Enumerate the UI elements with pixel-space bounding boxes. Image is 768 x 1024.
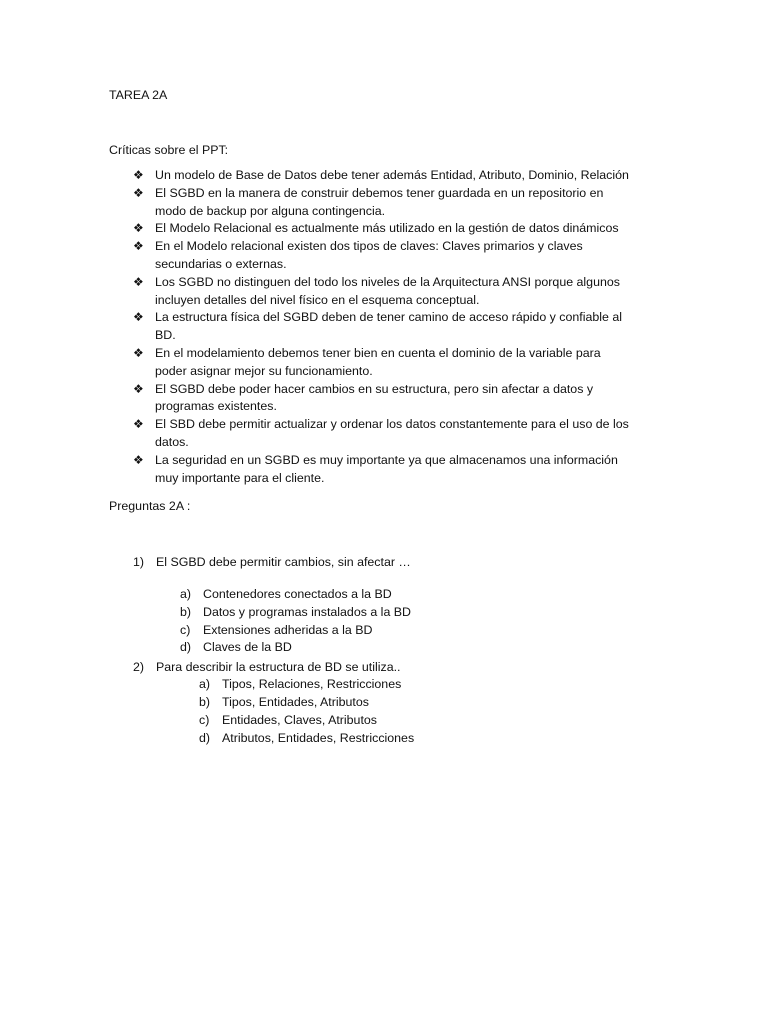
diamond-bullet-icon: ❖ bbox=[133, 417, 144, 432]
list-item bbox=[133, 238, 673, 274]
list-item-text: En el modelamiento debemos tener bien en cuenta el dominio de la variable para bbox=[155, 345, 601, 360]
question-text: Para describir la estructura de BD se utiliza.. bbox=[156, 660, 401, 674]
diamond-bullet-icon: ❖ bbox=[133, 168, 144, 182]
diamond-bullet-icon: ❖ bbox=[133, 239, 144, 254]
list-item-text: La estructura física del SGBD deben de tener camino de acceso rápido y confiable al bbox=[155, 310, 622, 325]
option-letter: b) bbox=[180, 605, 192, 619]
option-letter: c) bbox=[199, 713, 210, 727]
list-item bbox=[133, 416, 673, 452]
preguntas-heading: Preguntas 2A : bbox=[109, 499, 191, 513]
document-title: TAREA 2A bbox=[109, 88, 168, 102]
diamond-bullet-icon: ❖ bbox=[133, 452, 144, 467]
option-letter: b) bbox=[199, 695, 211, 709]
option-text: Extensiones adheridas a la BD bbox=[203, 623, 373, 637]
option-text: Claves de la BD bbox=[203, 640, 292, 654]
list-item-text: Un modelo de Base de Datos debe tener además Entidad, Atributo, Dominio, Relación bbox=[155, 168, 629, 182]
list-item-text: poder asignar mejor su funcionamiento. bbox=[155, 363, 373, 378]
criticas-list bbox=[133, 167, 673, 487]
list-item-text: programas existentes. bbox=[155, 399, 277, 414]
list-item-text: La seguridad en un SGBD es muy importante ya que almacenamos una información bbox=[155, 452, 618, 467]
list-item-text: BD. bbox=[155, 328, 176, 343]
option-text: Atributos, Entidades, Restricciones bbox=[222, 731, 415, 745]
list-item-text: muy importante para el cliente. bbox=[155, 470, 325, 485]
diamond-bullet-icon: ❖ bbox=[133, 185, 144, 200]
diamond-bullet-icon: ❖ bbox=[133, 381, 144, 396]
criticas-heading: Críticas sobre el PPT: bbox=[109, 143, 229, 157]
list-item bbox=[133, 452, 673, 488]
list-item bbox=[133, 274, 673, 310]
list-item bbox=[133, 345, 673, 381]
list-item-text: El Modelo Relacional es actualmente más utilizado en la gestión de datos dinámicos bbox=[155, 221, 619, 236]
option-text: Tipos, Entidades, Atributos bbox=[222, 695, 369, 709]
option-text: Datos y programas instalados a la BD bbox=[203, 605, 411, 619]
list-item-text: El SGBD en la manera de construir debemos tener guardada en un repositorio en bbox=[155, 185, 604, 200]
list-item-text: El SGBD debe poder hacer cambios en su estructura, pero sin afectar a datos y bbox=[155, 381, 594, 396]
option-letter: d) bbox=[199, 731, 211, 745]
list-item-text: El SBD debe permitir actualizar y ordenar los datos constantemente para el uso de los bbox=[155, 417, 629, 432]
list-item bbox=[133, 167, 673, 185]
list-item-text: Los SGBD no distinguen del todo los niveles de la Arquitectura ANSI porque algunos bbox=[155, 274, 620, 289]
list-item bbox=[133, 309, 673, 345]
diamond-bullet-icon: ❖ bbox=[133, 221, 144, 236]
diamond-bullet-icon: ❖ bbox=[133, 310, 144, 325]
list-item-text: incluyen detalles del nivel físico en el esquema conceptual. bbox=[155, 292, 480, 307]
list-item bbox=[133, 220, 673, 238]
diamond-bullet-icon: ❖ bbox=[133, 274, 144, 289]
diamond-bullet-icon: ❖ bbox=[133, 345, 144, 360]
question-text: El SGBD debe permitir cambios, sin afectar … bbox=[156, 555, 411, 569]
list-item bbox=[133, 381, 673, 417]
question-number: 2) bbox=[133, 660, 145, 674]
option-text: Entidades, Claves, Atributos bbox=[222, 713, 377, 727]
option-letter: c) bbox=[180, 623, 191, 637]
option-text: Tipos, Relaciones, Restricciones bbox=[222, 677, 402, 691]
option-letter: d) bbox=[180, 640, 192, 654]
list-item-text: modo de backup por alguna contingencia. bbox=[155, 203, 386, 218]
list-item bbox=[133, 185, 673, 221]
option-letter: a) bbox=[199, 677, 211, 691]
list-item-text: secundarias o externas. bbox=[155, 256, 287, 271]
option-letter: a) bbox=[180, 587, 192, 601]
option-text: Contenedores conectados a la BD bbox=[203, 587, 392, 601]
list-item-text: En el Modelo relacional existen dos tipos de claves: Claves primarios y claves bbox=[155, 239, 583, 254]
question-number: 1) bbox=[133, 555, 145, 569]
list-item-text: datos. bbox=[155, 434, 189, 449]
